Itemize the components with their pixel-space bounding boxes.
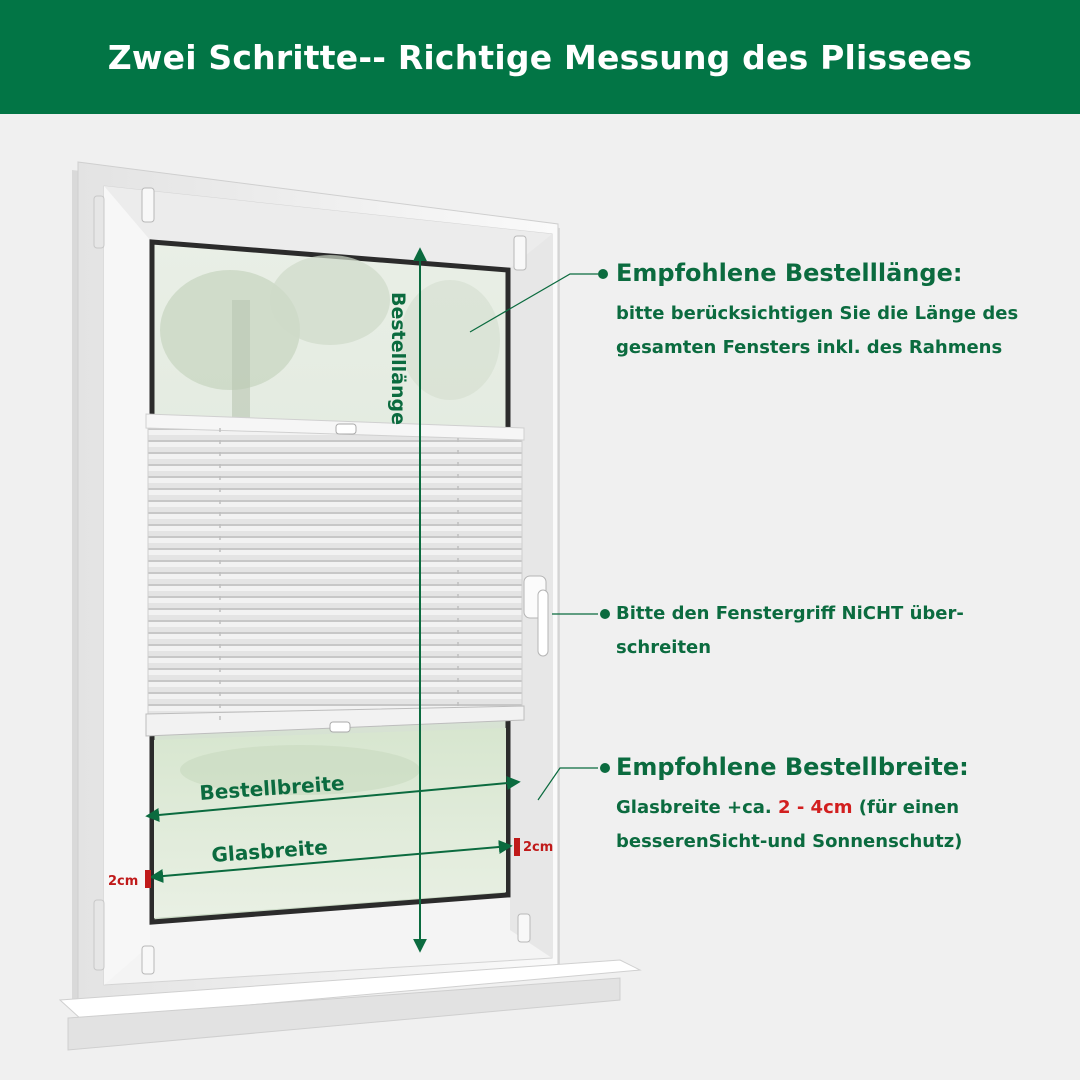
width-note-bullet <box>600 763 610 773</box>
width-note-body <box>616 791 1016 859</box>
width-note-title: Empfohlene Bestellbreite: <box>616 753 969 781</box>
handle-note-text <box>616 597 996 665</box>
order-width-label: Bestellbreite <box>198 770 346 805</box>
handle-note-bullet <box>600 609 610 619</box>
length-note-title: Empfohlene Bestelllänge: <box>616 259 963 287</box>
handle-note <box>616 597 996 665</box>
length-note <box>616 259 1056 365</box>
glass-width-label: Glasbreite <box>210 834 329 867</box>
right-margin-label: 2cm <box>523 840 554 855</box>
width-note-highlight: 2 - 4cm <box>778 797 853 818</box>
left-margin-label: 2cm <box>108 874 139 889</box>
handle-note-text-start: Bitte den Fenstergriff <box>616 603 842 624</box>
handle-note-text-end: über-schreiten <box>616 603 964 658</box>
length-note-bullet <box>598 269 608 279</box>
length-note-body: bitte berücksichtigen Sie die Länge des gesamten Fensters inkl. des Rahmens <box>616 303 1019 358</box>
page-title: Zwei Schritte-- Richtige Messung des Plissees <box>107 37 973 77</box>
pleated-blind <box>146 414 524 736</box>
handle-note-emphasis: NiCHT <box>841 603 904 624</box>
length-label: Bestelllänge <box>387 292 409 426</box>
width-note <box>616 753 1016 859</box>
right-margin-marker <box>514 838 520 856</box>
header-banner <box>0 0 1080 114</box>
width-note-body-start: Glasbreite +ca. <box>616 797 779 818</box>
width-note-body-end: (für einen besserenSicht-und Sonnenschutz) <box>616 797 963 852</box>
left-margin-marker <box>145 870 151 888</box>
